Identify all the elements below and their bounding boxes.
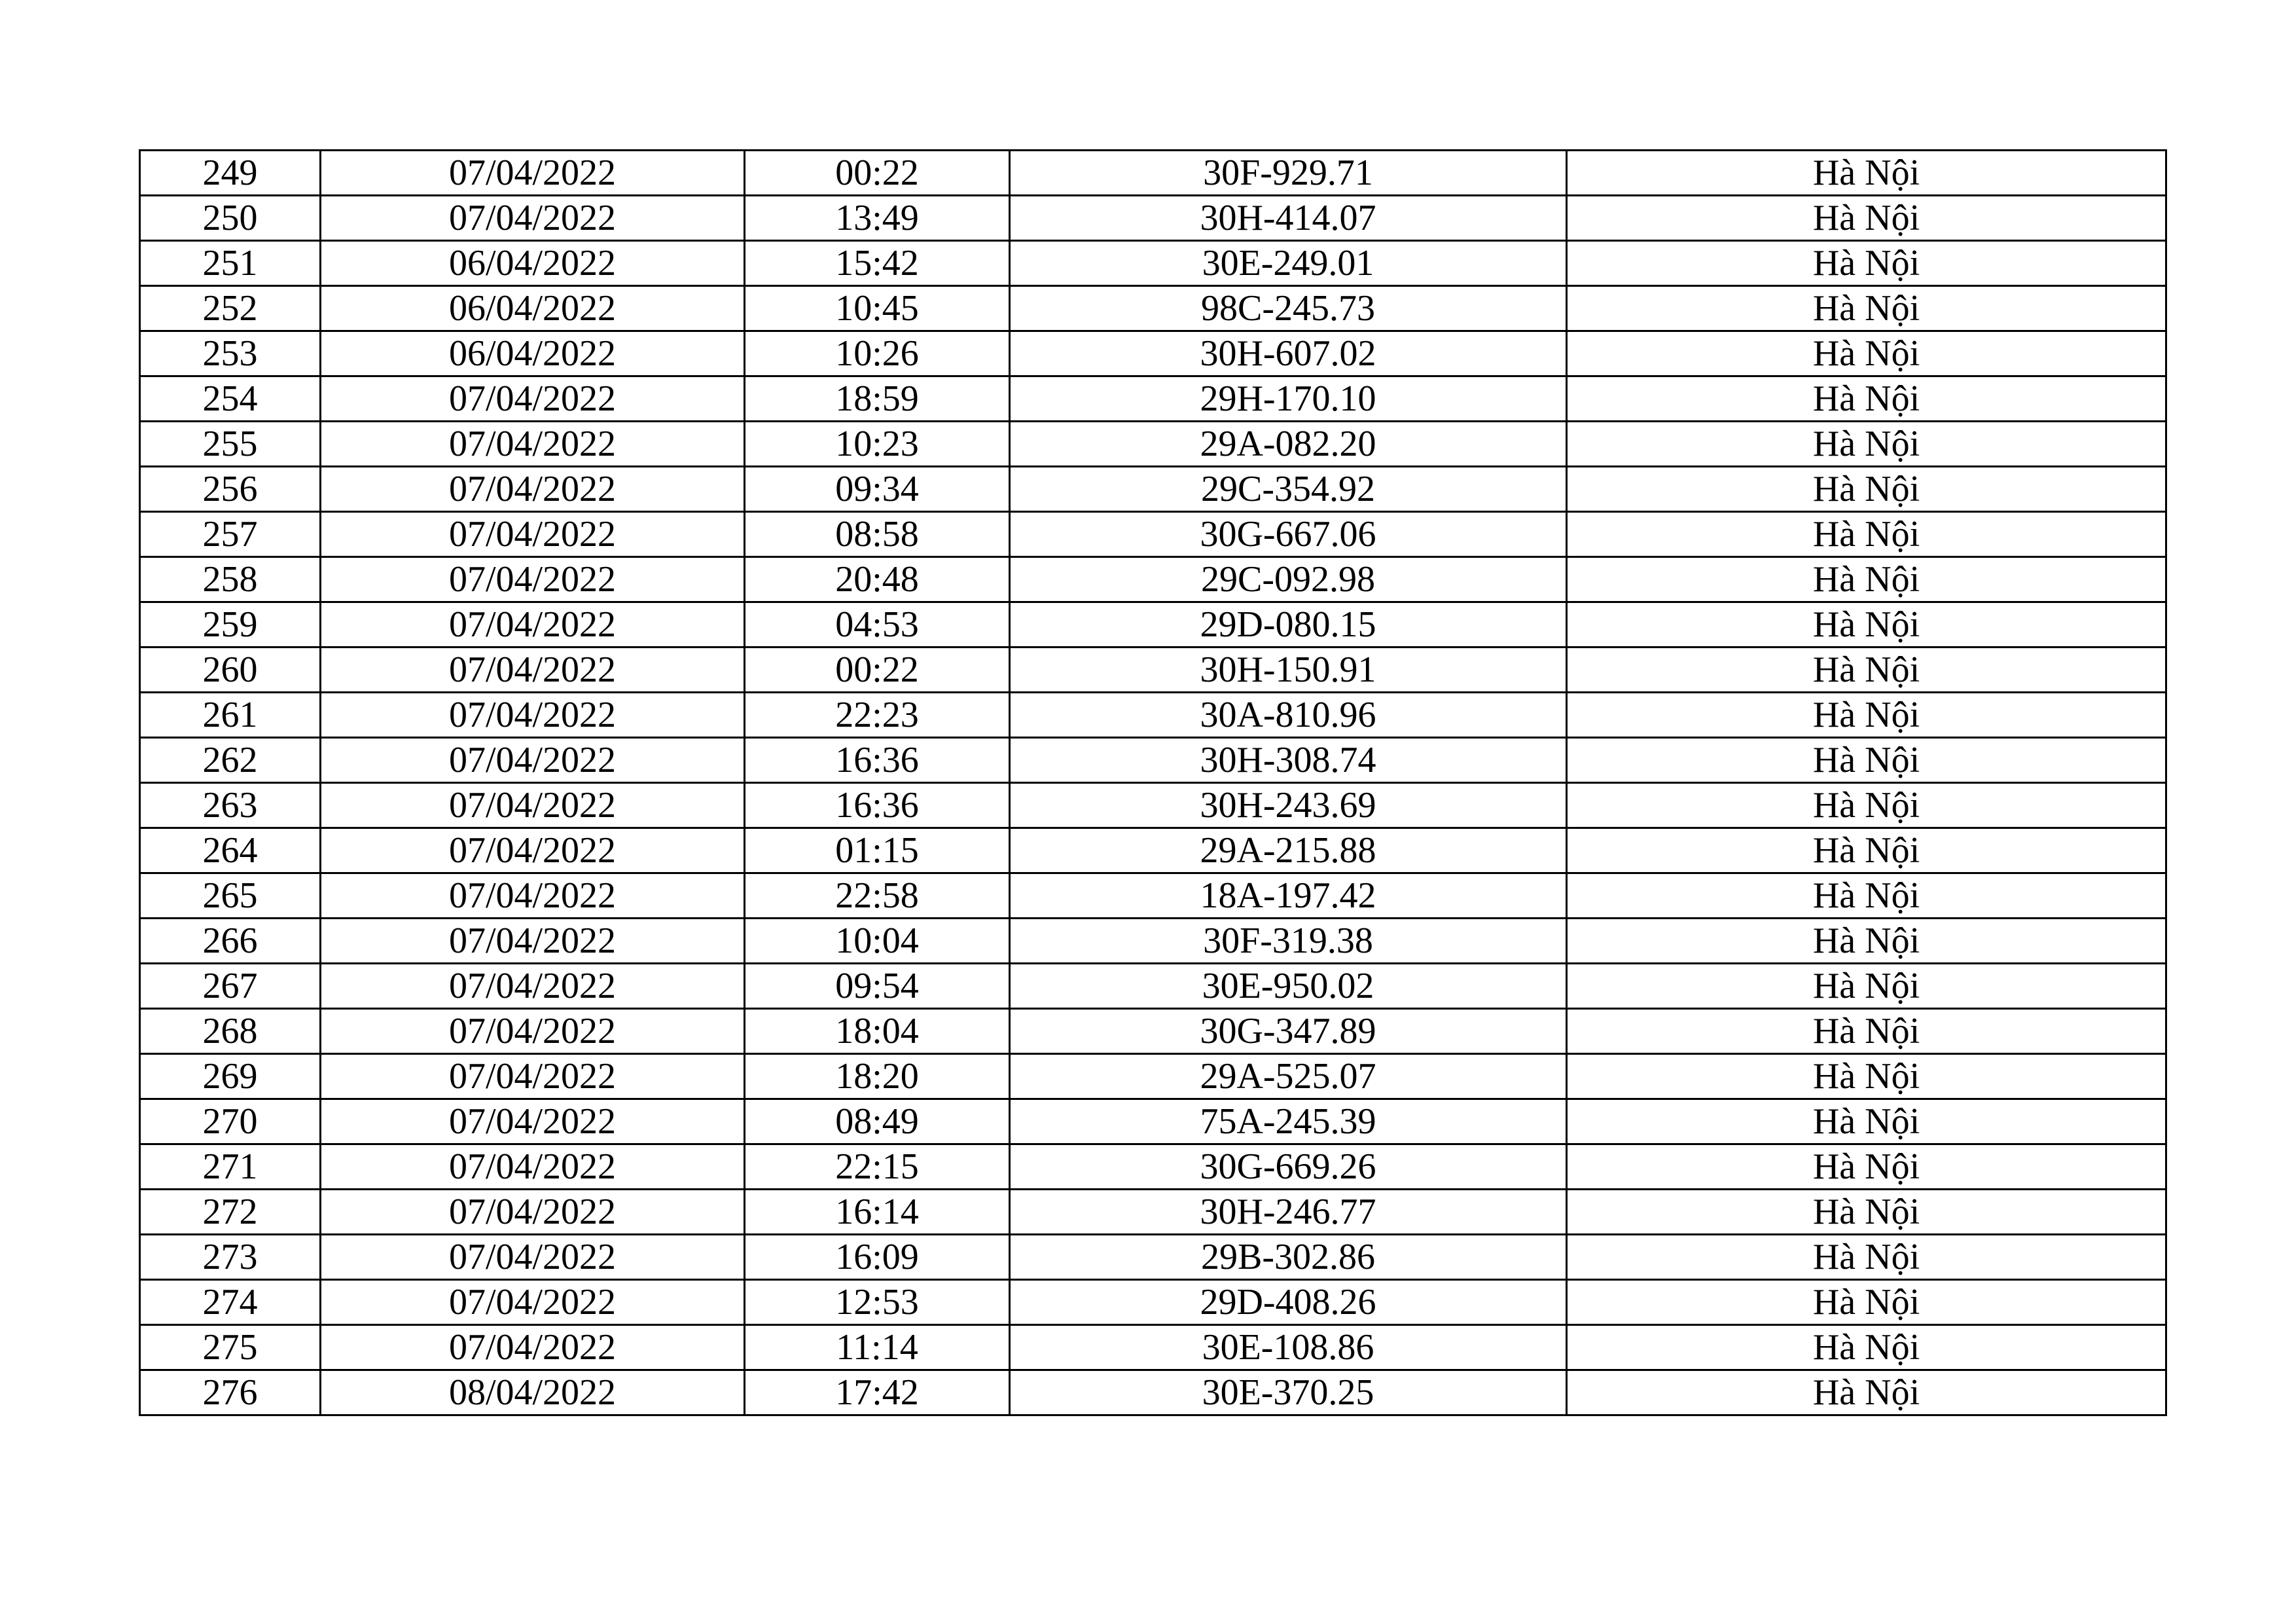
table-row [140, 241, 2166, 286]
table-row [140, 196, 2166, 241]
table-row [140, 557, 2166, 602]
row-number-cell: 265 [140, 873, 321, 919]
time-cell: 18:59 [745, 376, 1010, 422]
date-cell: 07/04/2022 [321, 1235, 745, 1280]
time-cell: 18:04 [745, 1009, 1010, 1054]
row-number-cell: 274 [140, 1280, 321, 1325]
table-row [140, 1054, 2166, 1099]
date-cell: 06/04/2022 [321, 286, 745, 331]
license-plate-cell: 30F-929.71 [1010, 151, 1567, 196]
location-cell: Hà Nội [1567, 151, 2166, 196]
time-cell: 16:36 [745, 738, 1010, 783]
license-plate-cell: 98C-245.73 [1010, 286, 1567, 331]
table-row [140, 1325, 2166, 1370]
license-plate-cell: 30H-150.91 [1010, 647, 1567, 693]
license-plate-cell: 30H-607.02 [1010, 331, 1567, 376]
table-row [140, 286, 2166, 331]
row-number-cell: 256 [140, 467, 321, 512]
date-cell: 08/04/2022 [321, 1370, 745, 1415]
table-row [140, 1280, 2166, 1325]
time-cell: 16:36 [745, 783, 1010, 828]
table-row [140, 422, 2166, 467]
date-cell: 07/04/2022 [321, 828, 745, 873]
date-cell: 07/04/2022 [321, 919, 745, 964]
row-number-cell: 252 [140, 286, 321, 331]
location-cell: Hà Nội [1567, 783, 2166, 828]
table-row [140, 602, 2166, 647]
row-number-cell: 259 [140, 602, 321, 647]
license-plate-cell: 30H-246.77 [1010, 1190, 1567, 1235]
row-number-cell: 269 [140, 1054, 321, 1099]
time-cell: 22:23 [745, 693, 1010, 738]
license-plate-cell: 18A-197.42 [1010, 873, 1567, 919]
time-cell: 10:04 [745, 919, 1010, 964]
row-number-cell: 267 [140, 964, 321, 1009]
time-cell: 22:15 [745, 1144, 1010, 1190]
location-cell: Hà Nội [1567, 331, 2166, 376]
table-row [140, 693, 2166, 738]
table-row [140, 783, 2166, 828]
time-cell: 18:20 [745, 1054, 1010, 1099]
table-row [140, 919, 2166, 964]
license-plate-cell: 29B-302.86 [1010, 1235, 1567, 1280]
row-number-cell: 249 [140, 151, 321, 196]
time-cell: 09:54 [745, 964, 1010, 1009]
location-cell: Hà Nội [1567, 1280, 2166, 1325]
row-number-cell: 270 [140, 1099, 321, 1144]
date-cell: 06/04/2022 [321, 331, 745, 376]
license-plate-cell: 30A-810.96 [1010, 693, 1567, 738]
time-cell: 16:14 [745, 1190, 1010, 1235]
table-row [140, 964, 2166, 1009]
date-cell: 07/04/2022 [321, 964, 745, 1009]
location-cell: Hà Nội [1567, 512, 2166, 557]
row-number-cell: 250 [140, 196, 321, 241]
location-cell: Hà Nội [1567, 1370, 2166, 1415]
table-row [140, 1235, 2166, 1280]
table-row [140, 467, 2166, 512]
date-cell: 07/04/2022 [321, 1009, 745, 1054]
time-cell: 10:26 [745, 331, 1010, 376]
date-cell: 07/04/2022 [321, 376, 745, 422]
time-cell: 09:34 [745, 467, 1010, 512]
row-number-cell: 261 [140, 693, 321, 738]
date-cell: 07/04/2022 [321, 1099, 745, 1144]
license-plate-cell: 30E-249.01 [1010, 241, 1567, 286]
date-cell: 07/04/2022 [321, 1054, 745, 1099]
row-number-cell: 251 [140, 241, 321, 286]
time-cell: 10:23 [745, 422, 1010, 467]
license-plate-cell: 30G-667.06 [1010, 512, 1567, 557]
location-cell: Hà Nội [1567, 873, 2166, 919]
time-cell: 04:53 [745, 602, 1010, 647]
location-cell: Hà Nội [1567, 602, 2166, 647]
row-number-cell: 254 [140, 376, 321, 422]
row-number-cell: 276 [140, 1370, 321, 1415]
time-cell: 00:22 [745, 647, 1010, 693]
date-cell: 07/04/2022 [321, 557, 745, 602]
row-number-cell: 258 [140, 557, 321, 602]
table-row [140, 873, 2166, 919]
table-row [140, 738, 2166, 783]
violation-records-table [139, 149, 2167, 1416]
table-row [140, 1099, 2166, 1144]
license-plate-cell: 30F-319.38 [1010, 919, 1567, 964]
location-cell: Hà Nội [1567, 1054, 2166, 1099]
location-cell: Hà Nội [1567, 422, 2166, 467]
date-cell: 07/04/2022 [321, 647, 745, 693]
date-cell: 07/04/2022 [321, 693, 745, 738]
date-cell: 07/04/2022 [321, 422, 745, 467]
location-cell: Hà Nội [1567, 376, 2166, 422]
row-number-cell: 272 [140, 1190, 321, 1235]
table-row [140, 1370, 2166, 1415]
license-plate-cell: 30H-414.07 [1010, 196, 1567, 241]
location-cell: Hà Nội [1567, 647, 2166, 693]
row-number-cell: 260 [140, 647, 321, 693]
date-cell: 07/04/2022 [321, 196, 745, 241]
row-number-cell: 264 [140, 828, 321, 873]
time-cell: 08:58 [745, 512, 1010, 557]
time-cell: 22:58 [745, 873, 1010, 919]
date-cell: 07/04/2022 [321, 738, 745, 783]
table-row [140, 828, 2166, 873]
location-cell: Hà Nội [1567, 467, 2166, 512]
table-row [140, 376, 2166, 422]
license-plate-cell: 29A-082.20 [1010, 422, 1567, 467]
row-number-cell: 273 [140, 1235, 321, 1280]
date-cell: 07/04/2022 [321, 873, 745, 919]
license-plate-cell: 30E-950.02 [1010, 964, 1567, 1009]
license-plate-cell: 29C-092.98 [1010, 557, 1567, 602]
license-plate-cell: 29C-354.92 [1010, 467, 1567, 512]
license-plate-cell: 75A-245.39 [1010, 1099, 1567, 1144]
license-plate-cell: 30H-308.74 [1010, 738, 1567, 783]
row-number-cell: 266 [140, 919, 321, 964]
row-number-cell: 271 [140, 1144, 321, 1190]
license-plate-cell: 30E-108.86 [1010, 1325, 1567, 1370]
location-cell: Hà Nội [1567, 196, 2166, 241]
license-plate-cell: 29H-170.10 [1010, 376, 1567, 422]
row-number-cell: 268 [140, 1009, 321, 1054]
location-cell: Hà Nội [1567, 557, 2166, 602]
time-cell: 17:42 [745, 1370, 1010, 1415]
time-cell: 08:49 [745, 1099, 1010, 1144]
location-cell: Hà Nội [1567, 1009, 2166, 1054]
license-plate-cell: 30G-669.26 [1010, 1144, 1567, 1190]
records-table-body [140, 151, 2166, 1415]
location-cell: Hà Nội [1567, 919, 2166, 964]
table-row [140, 1190, 2166, 1235]
time-cell: 10:45 [745, 286, 1010, 331]
location-cell: Hà Nội [1567, 286, 2166, 331]
location-cell: Hà Nội [1567, 693, 2166, 738]
table-row [140, 647, 2166, 693]
date-cell: 06/04/2022 [321, 241, 745, 286]
location-cell: Hà Nội [1567, 1325, 2166, 1370]
date-cell: 07/04/2022 [321, 1144, 745, 1190]
row-number-cell: 255 [140, 422, 321, 467]
date-cell: 07/04/2022 [321, 512, 745, 557]
row-number-cell: 275 [140, 1325, 321, 1370]
time-cell: 13:49 [745, 196, 1010, 241]
location-cell: Hà Nội [1567, 964, 2166, 1009]
date-cell: 07/04/2022 [321, 1280, 745, 1325]
location-cell: Hà Nội [1567, 1235, 2166, 1280]
license-plate-cell: 29D-080.15 [1010, 602, 1567, 647]
date-cell: 07/04/2022 [321, 151, 745, 196]
license-plate-cell: 29A-525.07 [1010, 1054, 1567, 1099]
location-cell: Hà Nội [1567, 738, 2166, 783]
row-number-cell: 263 [140, 783, 321, 828]
location-cell: Hà Nội [1567, 828, 2166, 873]
row-number-cell: 262 [140, 738, 321, 783]
time-cell: 11:14 [745, 1325, 1010, 1370]
date-cell: 07/04/2022 [321, 1190, 745, 1235]
location-cell: Hà Nội [1567, 1099, 2166, 1144]
license-plate-cell: 29A-215.88 [1010, 828, 1567, 873]
location-cell: Hà Nội [1567, 241, 2166, 286]
license-plate-cell: 29D-408.26 [1010, 1280, 1567, 1325]
table-row [140, 1009, 2166, 1054]
table-row [140, 331, 2166, 376]
time-cell: 20:48 [745, 557, 1010, 602]
license-plate-cell: 30E-370.25 [1010, 1370, 1567, 1415]
time-cell: 15:42 [745, 241, 1010, 286]
license-plate-cell: 30H-243.69 [1010, 783, 1567, 828]
row-number-cell: 253 [140, 331, 321, 376]
table-row [140, 512, 2166, 557]
date-cell: 07/04/2022 [321, 1325, 745, 1370]
location-cell: Hà Nội [1567, 1144, 2166, 1190]
license-plate-cell: 30G-347.89 [1010, 1009, 1567, 1054]
date-cell: 07/04/2022 [321, 783, 745, 828]
date-cell: 07/04/2022 [321, 467, 745, 512]
time-cell: 00:22 [745, 151, 1010, 196]
time-cell: 16:09 [745, 1235, 1010, 1280]
table-row [140, 151, 2166, 196]
location-cell: Hà Nội [1567, 1190, 2166, 1235]
date-cell: 07/04/2022 [321, 602, 745, 647]
row-number-cell: 257 [140, 512, 321, 557]
time-cell: 01:15 [745, 828, 1010, 873]
time-cell: 12:53 [745, 1280, 1010, 1325]
table-row [140, 1144, 2166, 1190]
